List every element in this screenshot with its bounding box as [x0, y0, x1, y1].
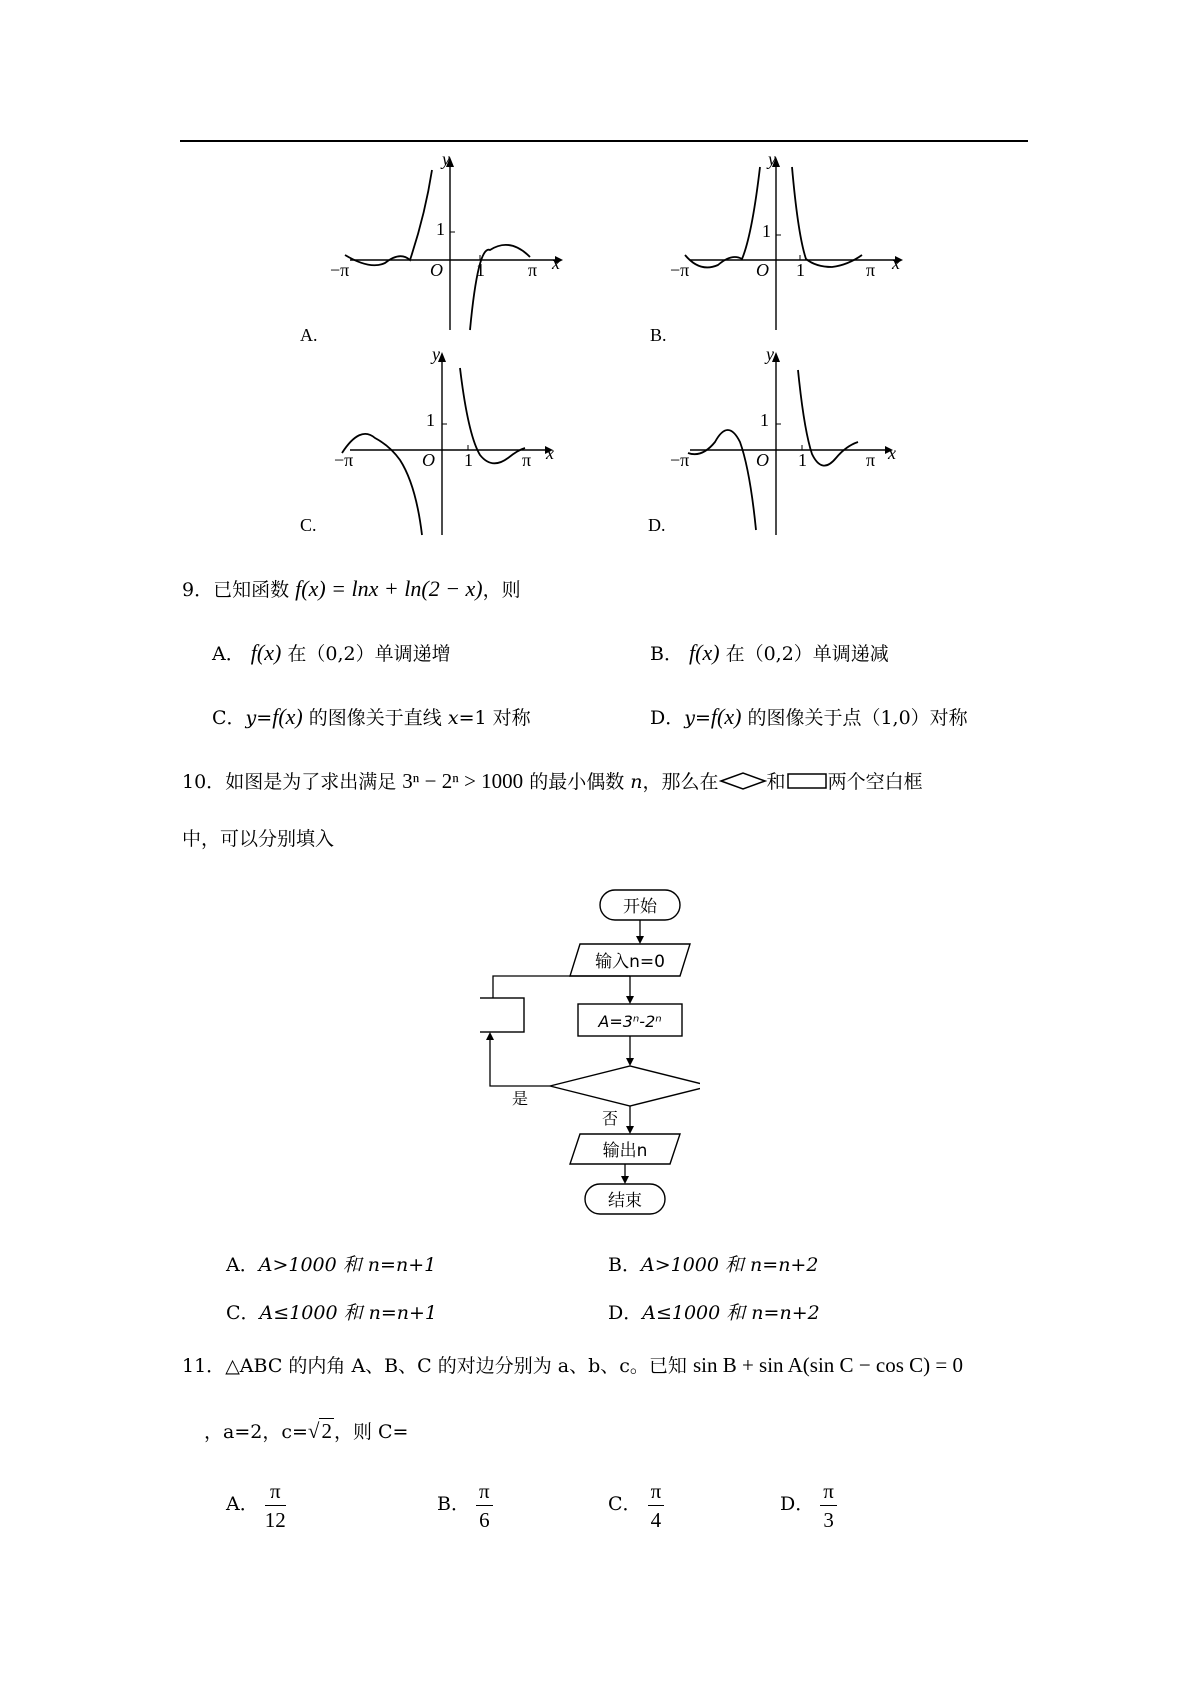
q9-function: f(x) = lnx + ln(2 − x): [295, 576, 483, 601]
q11-option-b-label: B．: [437, 1493, 470, 1515]
q11-option-c-num: π: [648, 1479, 665, 1506]
graph-d-origin: O: [756, 450, 769, 470]
q11-option-c-label: C．: [608, 1493, 642, 1515]
graph-c-x-label: x: [546, 443, 554, 463]
q11-option-d-num: π: [820, 1479, 837, 1506]
graph-a-option-label: A.: [300, 325, 318, 345]
graph-d-option-label: D.: [648, 515, 666, 535]
graph-c-tick-1-y: 1: [426, 410, 435, 430]
q9-post: ，则: [482, 579, 521, 601]
graph-b-tick-pi: π: [866, 260, 876, 280]
q9-option-c-func: f(x): [272, 704, 303, 729]
q9-option-d-func: f(x): [710, 704, 742, 729]
q9-option-b-text: 在（0,2）单调递减: [725, 643, 889, 665]
q11-option-d-label: D．: [780, 1493, 815, 1515]
graph-b-option-label: B.: [650, 325, 667, 345]
graph-a-tick-1-x: 1: [476, 260, 485, 280]
q11-option-a[interactable]: [226, 1476, 286, 1532]
q9-option-a-label: A．: [212, 643, 245, 665]
flow-output-text: 输出n: [602, 1141, 648, 1161]
q10-mid1: 的最小偶数: [529, 771, 625, 793]
q10-stem: [182, 768, 923, 795]
q11-option-c-fraction: [648, 1479, 665, 1532]
flow-start-text: 开始: [623, 897, 657, 917]
q9-option-c-label: C．: [212, 707, 246, 729]
graph-b-y-label: y: [768, 149, 776, 169]
q9-stem: [182, 576, 521, 603]
q9-option-d-y: y=: [684, 707, 711, 729]
q9-option-c-text2: =1 对称: [458, 707, 531, 729]
rectangle-shape-icon: [786, 771, 828, 791]
graph-a: [300, 149, 570, 345]
graph-b-tick-1-y: 1: [762, 221, 771, 241]
q9-option-b-func: f(x): [689, 640, 720, 665]
graph-a-origin: O: [430, 260, 443, 280]
graph-a-tick-negpi: −π: [330, 260, 350, 280]
graph-d-plot: [670, 350, 910, 540]
q9-option-b-label: B．: [650, 643, 683, 665]
q9-option-c[interactable]: [212, 704, 531, 731]
q10-option-d-label: D．: [608, 1302, 643, 1324]
q11-option-a-fraction: [265, 1479, 286, 1532]
graph-b: [650, 149, 910, 345]
q11-line2a: ，a=2，c=: [204, 1421, 308, 1443]
q10-option-d-text: A≤1000 和 n=n+2: [642, 1302, 820, 1324]
graph-c: [300, 344, 570, 540]
graph-d: [648, 344, 910, 540]
q9-option-c-y: y=: [245, 707, 273, 729]
q10-option-a-text: A>1000 和 n=n+1: [258, 1254, 437, 1276]
q11-sqrt-radicand: 2: [321, 1419, 332, 1443]
q11-number: 11．: [182, 1355, 226, 1377]
graph-b-tick-1-x: 1: [796, 260, 805, 280]
flow-input-text: 输入n=0: [595, 952, 665, 972]
graph-a-x-label: x: [552, 253, 560, 273]
q11-option-a-den: 12: [264, 1507, 286, 1532]
q11-option-a-label: A．: [226, 1493, 259, 1515]
q10-mid3: 和: [766, 771, 786, 793]
q11-stem: [182, 1352, 963, 1379]
graph-c-tick-pi: π: [522, 450, 532, 470]
q10-flowchart: [480, 880, 700, 1224]
graph-a-tick-pi: π: [528, 260, 538, 280]
q9-pre: 已知函数: [213, 579, 290, 601]
q9-option-c-text1: 的图像关于直线: [308, 707, 442, 729]
graph-c-tick-negpi: −π: [334, 450, 354, 470]
graph-d-tick-negpi: −π: [670, 450, 690, 470]
q11-option-b-den: 6: [479, 1507, 490, 1532]
flow-no-label: 否: [601, 1109, 619, 1128]
q10-mid4: 两个空白框: [827, 771, 923, 793]
q11-option-b[interactable]: [437, 1476, 493, 1532]
graph-c-option-label: C.: [300, 515, 317, 535]
q10-option-c-text: A≤1000 和 n=n+1: [259, 1302, 438, 1324]
q11-option-b-num: π: [476, 1479, 493, 1506]
graph-d-tick-1-y: 1: [760, 410, 769, 430]
diamond-shape-icon: [719, 771, 767, 791]
q11-option-c-den: 4: [650, 1507, 662, 1532]
q11-option-c[interactable]: [608, 1476, 664, 1532]
q10-option-b[interactable]: [608, 1252, 818, 1278]
q9-number: 9．: [182, 579, 214, 601]
graph-b-tick-negpi: −π: [670, 260, 690, 280]
q9-option-a[interactable]: [212, 640, 451, 667]
q11-line2b: ，则 C=: [333, 1421, 409, 1443]
q9-option-c-var: x: [447, 707, 459, 729]
q10-option-b-label: B．: [608, 1254, 641, 1276]
flow-yes-label: 是: [511, 1089, 529, 1108]
q11-pre: △ABC 的内角 A、B、C 的对边分别为 a、b、c。已知: [225, 1355, 687, 1377]
graph-d-tick-1-x: 1: [798, 450, 807, 470]
graph-d-tick-pi: π: [866, 450, 876, 470]
graph-a-y-label: y: [442, 149, 450, 169]
q9-option-a-text: 在（0,2）单调递增: [287, 643, 451, 665]
graph-d-y-label: y: [766, 344, 774, 364]
q10-option-c[interactable]: [226, 1300, 437, 1326]
graph-b-plot: [670, 155, 910, 335]
q9-option-a-func: f(x): [250, 640, 282, 665]
graph-d-x-label: x: [888, 443, 896, 463]
q11-option-d-den: 3: [823, 1507, 834, 1532]
q10-option-a[interactable]: [226, 1252, 436, 1278]
q11-sqrt: √2: [307, 1419, 332, 1443]
q9-option-d[interactable]: [650, 704, 968, 731]
q11-equation: sin B + sin A(sin C − cos C) = 0: [692, 1353, 963, 1377]
q10-var-n: n: [630, 771, 643, 793]
flow-assign-text: A=3ⁿ-2ⁿ: [598, 1012, 662, 1031]
graph-a-plot: [330, 155, 570, 335]
flow-blank-box: [480, 998, 524, 1032]
graph-b-x-label: x: [892, 253, 900, 273]
q10-option-d[interactable]: [608, 1300, 820, 1326]
q10-inequality: 3ⁿ − 2ⁿ > 1000: [402, 769, 524, 793]
q9-option-d-label: D．: [650, 707, 685, 729]
q10-option-c-label: C．: [226, 1302, 260, 1324]
graph-c-y-label: y: [432, 344, 440, 364]
q10-option-a-label: A．: [226, 1254, 259, 1276]
flow-end-text: 结束: [608, 1191, 642, 1211]
flow-decision-node: [550, 1066, 700, 1106]
q10-stem-line2: 中，可以分别填入: [182, 828, 335, 850]
q10-mid2: ，那么在: [642, 771, 719, 793]
graph-c-origin: O: [422, 450, 435, 470]
q11-stem-line2: [204, 1418, 408, 1445]
graph-c-plot: [330, 350, 570, 540]
q9-option-d-text: 的图像关于点（1,0）对称: [747, 707, 968, 729]
graph-a-tick-1-y: 1: [436, 219, 445, 239]
q11-option-a-num: π: [265, 1479, 286, 1506]
q10-option-b-text: A>1000 和 n=n+2: [640, 1254, 819, 1276]
q11-option-b-fraction: [476, 1479, 493, 1532]
graph-b-origin: O: [756, 260, 769, 280]
q10-pre: 如图是为了求出满足: [225, 771, 397, 793]
graph-c-tick-1-x: 1: [464, 450, 473, 470]
header-rule: [180, 140, 1028, 142]
q10-number: 10．: [182, 771, 226, 793]
q9-option-b[interactable]: [650, 640, 889, 667]
q11-option-d-fraction: [820, 1479, 837, 1532]
q11-option-d[interactable]: [780, 1476, 837, 1532]
